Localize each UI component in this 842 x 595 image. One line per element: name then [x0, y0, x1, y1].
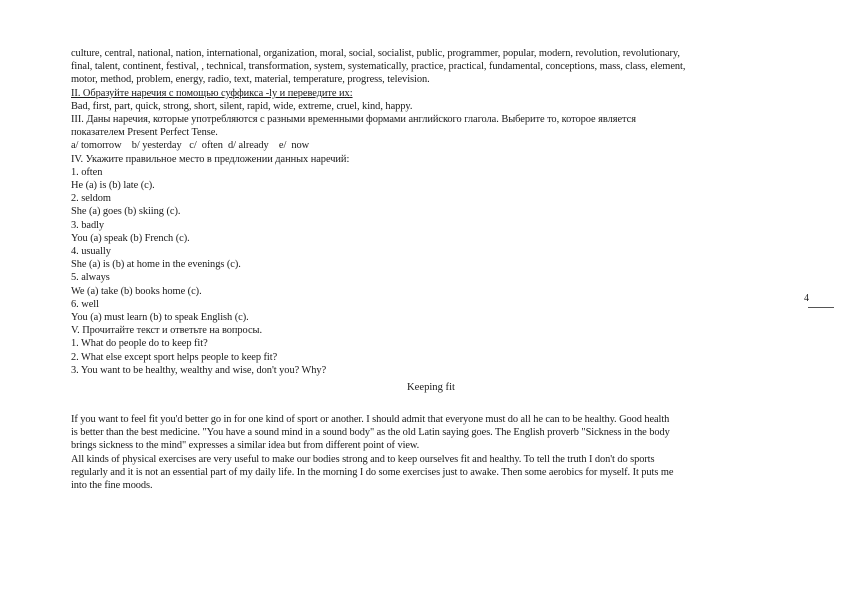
reading-text-line: into the fine moods. — [71, 480, 153, 492]
answer-options: a/ tomorrow b/ yesterday c/ often d/ already e/ now — [71, 140, 310, 152]
exercise-item: She (a) goes (b) skiing (c). — [71, 206, 181, 218]
reading-text-line: All kinds of physical exercises are very useful to make our bodies strong and to keep ourselves fit and healthy. To tell the truth I don't do sports — [71, 453, 655, 465]
spacer — [71, 395, 791, 413]
reading-text-line: is better than the best medicine. "You have a sound mind in a sound body" as the old Latin saying goes. The English proverb "Sickness in the body — [71, 427, 670, 439]
word-list-line: final, talent, continent, festival, , technical, transformation, system, systematically, practice, practical, fundamental, conceptions, mass, class, element, — [71, 61, 686, 73]
task-heading: II. Образуйте наречия с помощью суффикса -ly и переведите их: — [71, 87, 353, 99]
task-heading: IV. Укажите правильное место в предложении данных наречий: — [71, 153, 350, 165]
exercise-item: 6. well — [71, 298, 99, 310]
exercise-item: 3. badly — [71, 219, 105, 231]
reading-text-line: If you want to feel fit you'd better go in for one kind of sport or another. I should admit that everyone must do all he can to be healthy. Good health — [71, 414, 670, 426]
exercise-item: He (a) is (b) late (c). — [71, 180, 155, 192]
exercise-item: You (a) speak (b) French (c). — [71, 232, 190, 244]
reading-text-line: brings sickness to the mind" expresses a similar idea but from different point of view. — [71, 440, 420, 452]
page-number-rule — [808, 307, 834, 308]
exercise-item: 5. always — [71, 272, 110, 284]
question-item: 1. What do people do to keep fit? — [71, 338, 208, 350]
document-body — [71, 47, 791, 492]
reading-text-line: regularly and it is not an essential part of my daily life. In the morning I do some exercises just to awake. Then some aerobics for myself. It puts me — [71, 466, 674, 478]
exercise-item: 2. seldom — [71, 193, 111, 205]
reading-text — [71, 413, 791, 492]
page-number: 4 — [804, 293, 809, 304]
task-text: показателем Present Perfect Tense. — [71, 127, 218, 139]
question-item: 3. You want to be healthy, wealthy and wise, don't you? Why? — [71, 364, 327, 376]
exercise-item: We (a) take (b) books home (c). — [71, 285, 202, 297]
task-heading: V. Прочитайте текст и ответьте на вопросы. — [71, 325, 263, 337]
word-list-line: motor, method, problem, energy, radio, text, material, temperature, progress, television. — [71, 74, 430, 86]
task-heading: III. Даны наречия, которые употребляются с разными временными формами английского глагола. Выберите то, которое является — [71, 114, 636, 126]
text-title: Keeping fit — [407, 382, 455, 394]
question-item: 2. What else except sport helps people to keep fit? — [71, 351, 278, 363]
exercise-item: You (a) must learn (b) to speak English (c). — [71, 312, 249, 324]
exercise-item: 4. usually — [71, 246, 111, 258]
exercise-item: She (a) is (b) at home in the evenings (c). — [71, 259, 241, 271]
task-text: Bad, first, part, quick, strong, short, silent, rapid, wide, extreme, cruel, kind, happy. — [71, 100, 413, 112]
exercise-item: 1. often — [71, 166, 103, 178]
word-list-line: culture, central, national, nation, international, organization, moral, social, socialist, public, programmer, popular, modern, revolution, revolutionary, — [71, 48, 680, 59]
